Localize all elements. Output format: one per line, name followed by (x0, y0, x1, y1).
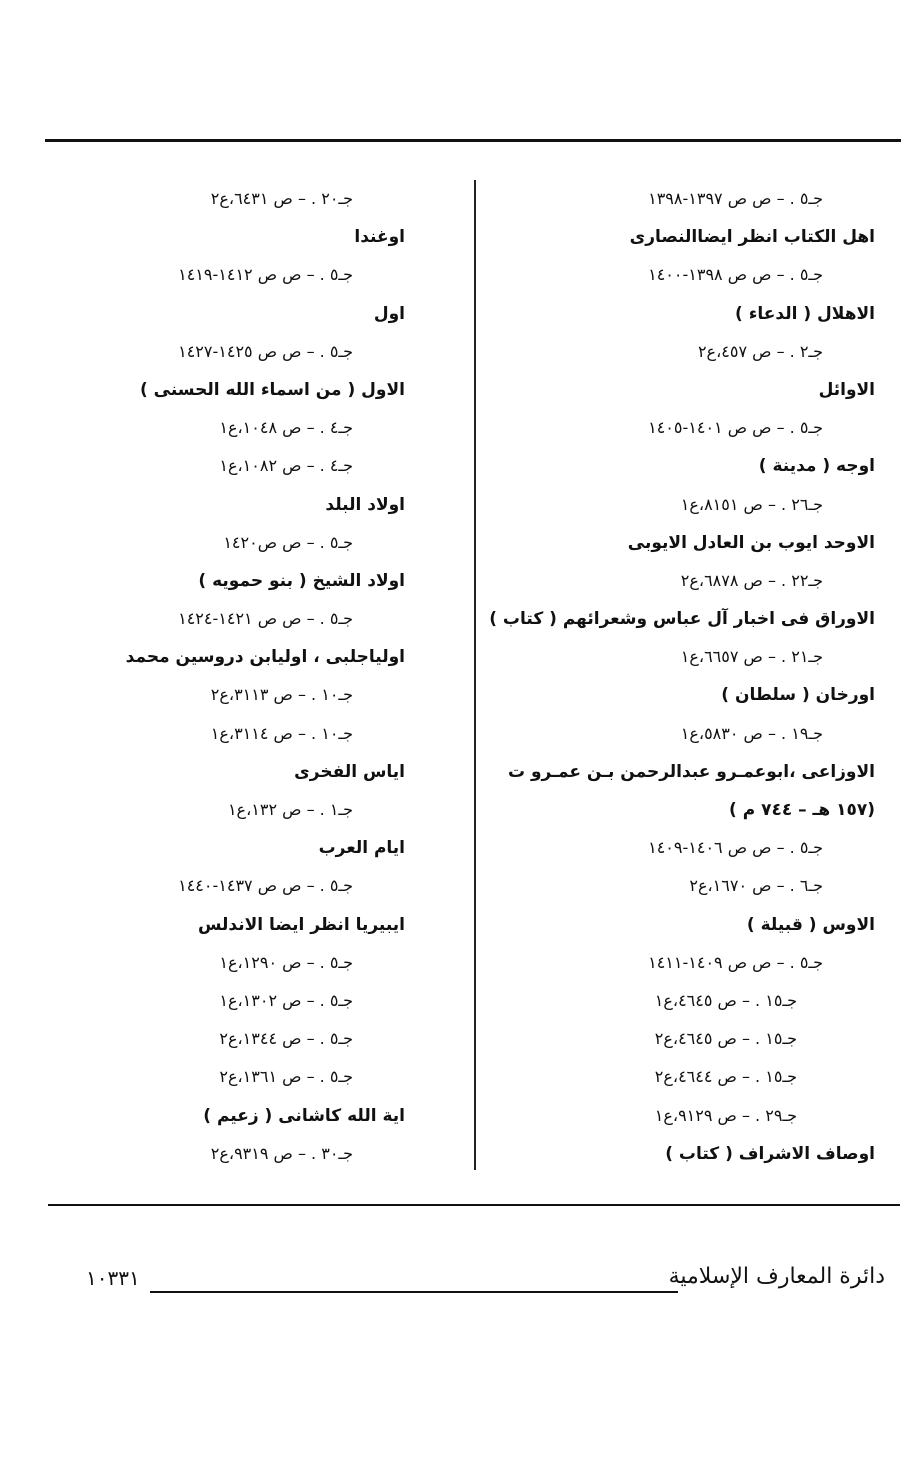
footer-title: دائرة المعارف الإسلامية (668, 1264, 885, 1289)
index-reference: جـ٦ . – ص ١٦٧٠،ع٢ (689, 876, 823, 896)
index-heading: ايبيريا انظر ايضا الاندلس (198, 914, 405, 935)
index-reference: جـ٥ . – ص ص ١٤١٢-١٤١٩ (178, 265, 353, 285)
index-reference: جـ١٥ . – ص ٤٦٤٤،ع٢ (654, 1067, 797, 1087)
index-reference: جـ٣٠ . – ص ٩٣١٩،ع٢ (210, 1143, 353, 1163)
index-heading: اهل الكتاب انظر ايضاالنصارى (629, 227, 875, 248)
index-reference: جـ١٩ . – ص ٥٨٣٠،ع١ (680, 723, 823, 743)
index-reference: جـ٢ . – ص ٤٥٧،ع٢ (697, 341, 823, 361)
index-reference: جـ٥ . – ص ص ١٤٣٧-١٤٤٠ (178, 876, 353, 896)
index-reference: جـ٥ . – ص ١٢٩٠،ع١ (219, 952, 353, 972)
index-reference: جـ٢١ . – ص ٦٦٥٧،ع١ (680, 647, 823, 667)
index-heading: الاوحد ايوب بن العادل الايوبى (627, 532, 875, 553)
index-column-left (95, 180, 405, 1173)
index-heading: الاوراق فى اخبار آل عباس وشعرائهم ( كتاب ) (489, 609, 875, 630)
index-heading: اوصاف الاشراف ( كتاب ) (665, 1143, 875, 1164)
page-number: ١٠٣٣١ (86, 1266, 140, 1290)
index-heading: اولاد الشيخ ( بنو حمويه ) (198, 570, 405, 591)
index-heading: الاهلال ( الدعاء ) (735, 303, 875, 324)
index-heading: ايام العرب (318, 838, 405, 859)
index-column-right (489, 180, 875, 1173)
index-reference: جـ٥ . – ص ص ١٤٢١-١٤٢٤ (178, 609, 353, 629)
index-heading: اورخان ( سلطان ) (721, 685, 875, 706)
index-heading: اول (373, 303, 405, 324)
index-reference: جـ٤ . – ص ١٠٨٢،ع١ (219, 456, 353, 476)
index-heading: الاوائل (818, 379, 875, 400)
top-rule (45, 139, 901, 142)
index-reference: جـ٥ . – ص ص ١٣٩٧-١٣٩٨ (648, 189, 823, 208)
index-heading: اولاد البلد (325, 494, 405, 515)
bottom-rule (48, 1204, 900, 1206)
index-reference: جـ٥ . – ص ص ١٤٠١-١٤٠٥ (648, 418, 823, 438)
index-heading: الاوس ( قبيلة ) (746, 914, 875, 935)
index-reference: جـ١٠ . – ص ٣١١٤،ع١ (210, 723, 353, 743)
index-reference: جـ٥ . – ص ص ١٤٢٥-١٤٢٧ (178, 341, 353, 361)
index-reference: جـ١٠ . – ص ٣١١٣،ع٢ (210, 685, 353, 705)
index-heading: الاوزاعى ،ابوعمـرو عبدالرحمن بـن عمـرو ت (507, 761, 875, 782)
index-heading: اوجه ( مدينة ) (758, 456, 875, 477)
index-heading: (١٥٧ هـ – ٧٤٤ م ) (729, 800, 875, 820)
index-reference: جـ٢٢ . – ص ٦٨٧٨،ع٢ (680, 570, 823, 590)
index-heading: اياس الفخرى (294, 761, 405, 782)
footer-rule (150, 1291, 678, 1293)
index-reference: جـ١ . – ص ١٣٢،ع١ (227, 800, 353, 819)
column-divider (474, 180, 476, 1170)
index-reference: جـ٥ . – ص ص ١٤٠٦-١٤٠٩ (648, 838, 823, 858)
index-reference: جـ٢٠ . – ص ٦٤٣١،ع٢ (210, 189, 353, 208)
index-reference: جـ٤ . – ص ١٠٤٨،ع١ (219, 418, 353, 438)
index-heading: الاول ( من اسماء الله الحسنى ) (139, 379, 405, 400)
index-reference: جـ١٥ . – ص ٤٦٤٥،ع٢ (654, 1029, 797, 1049)
index-reference: جـ٥ . – ص ١٣٤٤،ع٢ (219, 1029, 353, 1049)
index-heading: اولياجلبى ، اوليابن دروسين محمد (125, 647, 405, 668)
index-reference: جـ٢٩ . – ص ٩١٢٩،ع١ (654, 1105, 797, 1125)
index-reference: جـ٢٦ . – ص ٨١٥١،ع١ (680, 494, 823, 514)
index-reference: جـ٥ . – ص ص١٤٢٠ (223, 532, 353, 552)
index-reference: جـ٥ . – ص ص ١٤٠٩-١٤١١ (648, 952, 823, 972)
index-heading: اية الله كاشانى ( زعيم ) (203, 1105, 405, 1126)
index-reference: جـ٥ . – ص ١٣٠٢،ع١ (219, 990, 353, 1010)
index-reference: جـ١٥ . – ص ٤٦٤٥،ع١ (654, 990, 797, 1010)
index-heading: اوغندا (354, 227, 405, 248)
index-reference: جـ٥ . – ص ١٣٦١،ع٢ (219, 1067, 353, 1087)
index-reference: جـ٥ . – ص ص ١٣٩٨-١٤٠٠ (648, 265, 823, 285)
